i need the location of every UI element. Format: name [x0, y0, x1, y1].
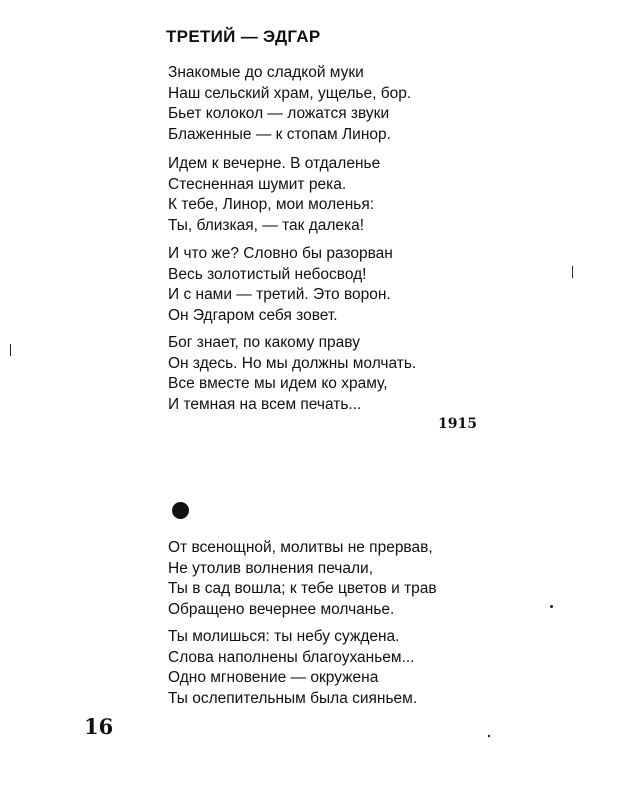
verse-line: Бьет колокол — ложатся звуки: [168, 105, 390, 122]
verse-line: Обращено вечернее молчанье.: [168, 600, 395, 618]
verse-line: Слова наполнены благоуханьем...: [168, 648, 415, 666]
section-bullet: [172, 502, 189, 519]
verse-line: К тебе, Линор, мои моленья:: [168, 196, 375, 213]
verse-line: Он здесь. Но мы должны молчать.: [168, 354, 417, 372]
verse-line: Блаженные — к стопам Линор.: [168, 125, 391, 143]
poem-year: 1915: [438, 416, 477, 432]
verse-line: Ты в сад вошла; к тебе цветов и трав: [168, 580, 437, 597]
verse-line: И темная на всем печать...: [168, 395, 362, 413]
verse-line: Одно мгновение — окружена: [168, 669, 379, 686]
verse-line: И что же? Словно бы разорван: [168, 245, 393, 262]
scan-speck: [10, 344, 11, 356]
poem1-stanza-1: [168, 63, 411, 145]
verse-line: Идем к вечерне. В отдаленье: [168, 155, 381, 172]
poem1-stanza-4: [168, 333, 416, 415]
poem1-stanza-2: [168, 154, 380, 236]
verse-line: Не утолив волнения печали,: [168, 559, 374, 577]
verse-line: Он Эдгаром себя зовет.: [168, 306, 338, 324]
poem-title: ТРЕТИЙ — ЭДГАР: [166, 27, 321, 46]
page-number: 16: [84, 714, 114, 739]
scan-speck: [550, 605, 553, 608]
poem2-stanza-1: [168, 538, 437, 620]
verse-line: Бог знает, по какому праву: [168, 334, 360, 351]
verse-line: Наш сельский храм, ущелье, бор.: [168, 84, 412, 102]
poem1-stanza-3: [168, 244, 393, 326]
scan-speck: [572, 266, 573, 278]
poem2-stanza-2: [168, 627, 417, 709]
verse-line: И с нами — третий. Это ворон.: [168, 286, 391, 303]
verse-line: От всенощной, молитвы не прервав,: [168, 539, 433, 556]
verse-line: Ты молишься: ты небу суждена.: [168, 628, 400, 645]
verse-line: Весь золотистый небосвод!: [168, 265, 367, 283]
scan-speck: [488, 735, 490, 737]
verse-line: Все вместе мы идем ко храму,: [168, 375, 388, 392]
verse-line: Знакомые до сладкой муки: [168, 64, 364, 81]
verse-line: Стесненная шумит река.: [168, 175, 347, 193]
verse-line: Ты ослепительным была сияньем.: [168, 689, 418, 707]
verse-line: Ты, близкая, — так далека!: [168, 216, 365, 234]
